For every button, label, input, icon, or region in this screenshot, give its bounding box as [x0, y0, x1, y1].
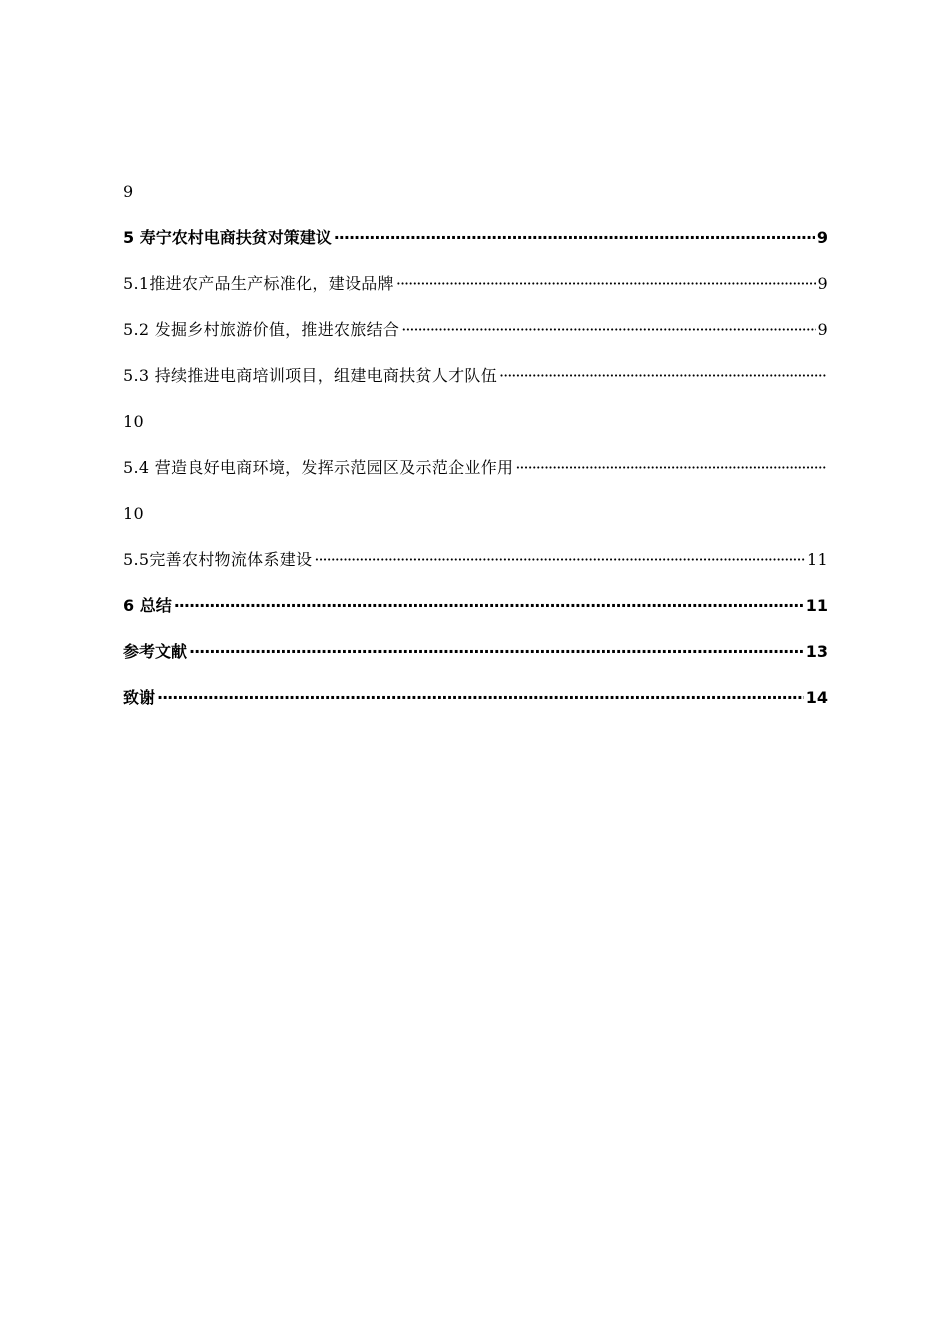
toc-entry-title: 致谢 — [123, 688, 156, 707]
toc-entry-5-4[interactable] — [123, 456, 828, 480]
toc-page-continuation: 10 — [123, 412, 144, 431]
toc-page-continuation: 9 — [123, 182, 134, 201]
toc-page-continuation: 10 — [123, 504, 144, 523]
toc-entry-title: 5.1推进农产品生产标准化，建设品牌 — [123, 274, 394, 293]
toc-entry-page: 11 — [805, 596, 828, 615]
toc-entry-5-3[interactable] — [123, 364, 828, 388]
toc-dot-leader — [499, 364, 826, 388]
toc-dot-leader — [314, 548, 805, 572]
toc-entry-page: 9 — [817, 274, 828, 293]
toc-entry-title: 5.5完善农村物流体系建设 — [123, 550, 313, 569]
toc-dot-leader — [157, 686, 804, 710]
toc-entry-references[interactable] — [123, 640, 828, 664]
toc-dot-leader — [189, 640, 804, 664]
toc-entry-page: 11 — [807, 550, 828, 569]
toc-dot-leader — [396, 272, 816, 296]
toc-dot-leader — [401, 318, 815, 342]
toc-entry-page: 14 — [805, 688, 828, 707]
toc-entry-title: 6 总结 — [123, 596, 172, 615]
toc-entry-chapter-6[interactable] — [123, 594, 828, 618]
toc-entry-page: 9 — [816, 228, 828, 247]
toc-entry-title: 5 寿宁农村电商扶贫对策建议 — [123, 228, 332, 247]
toc-entry-title: 5.4 营造良好电商环境，发挥示范园区及示范企业作用 — [123, 458, 514, 477]
toc-entry-chapter-5[interactable] — [123, 226, 828, 250]
toc-dot-leader — [334, 226, 815, 250]
toc-dot-leader — [515, 456, 826, 480]
toc-dot-leader — [174, 594, 804, 618]
toc-entry-acknowledgements[interactable] — [123, 686, 828, 710]
toc-entry-title: 5.3 持续推进电商培训项目，组建电商扶贫人才队伍 — [123, 366, 498, 385]
toc-entry-page: 9 — [817, 320, 828, 339]
toc-entry-title: 5.2 发掘乡村旅游价值，推进农旅结合 — [123, 320, 400, 339]
toc-entry-page: 13 — [805, 642, 828, 661]
toc-entry-5-2[interactable] — [123, 318, 828, 342]
toc-entry-5-5[interactable] — [123, 548, 828, 572]
toc-entry-5-1[interactable] — [123, 272, 828, 296]
toc-entry-title: 参考文献 — [123, 642, 188, 661]
